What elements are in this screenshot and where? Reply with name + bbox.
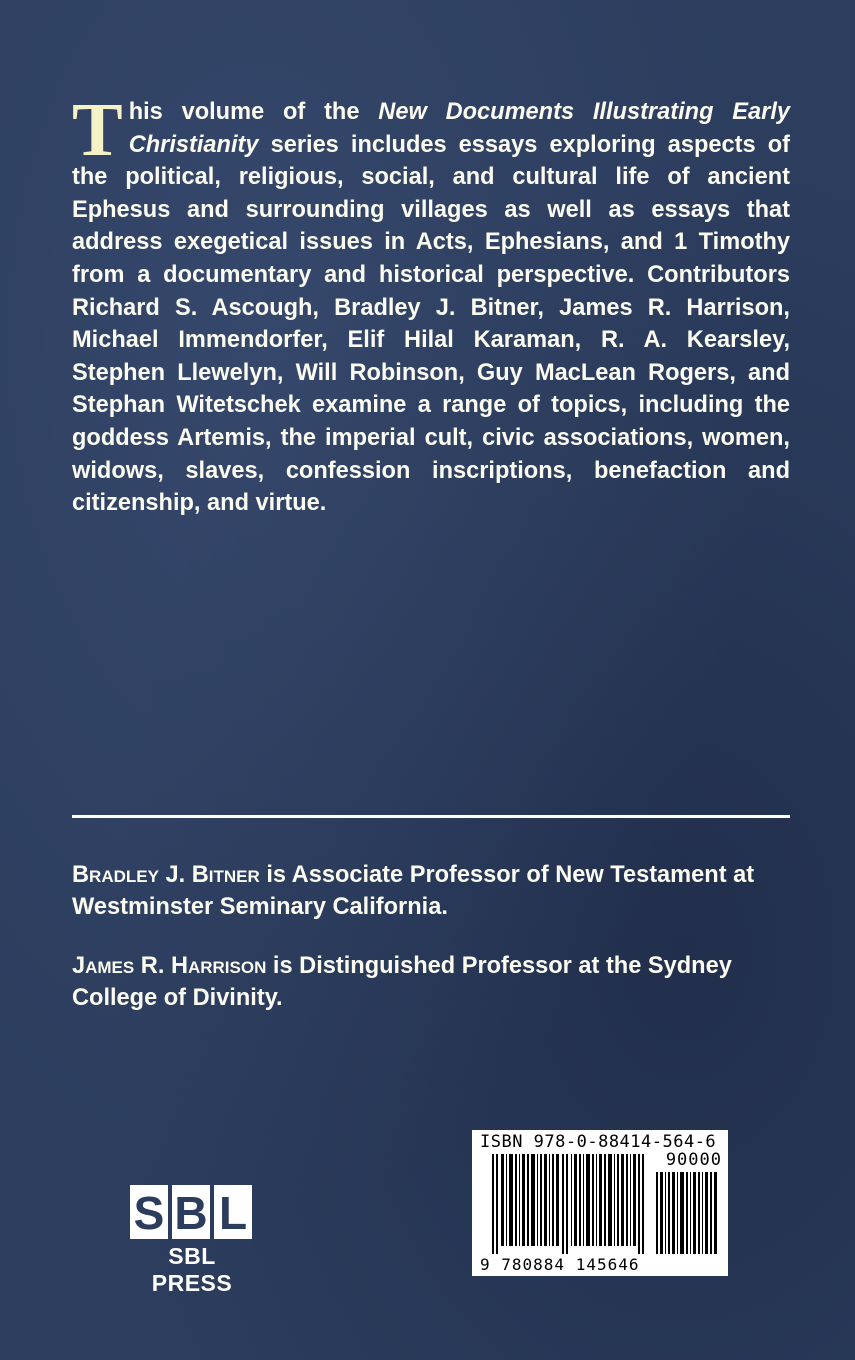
- editor-bio-harrison: [72, 950, 790, 1014]
- logo-letter: B: [172, 1185, 210, 1239]
- logo-letter: S: [130, 1185, 168, 1239]
- editor-name: James R. Harrison: [72, 953, 267, 979]
- series-title: New Documents Illustrating Early Christianity: [128, 99, 790, 158]
- editor-name: Bradley J. Bitner: [72, 862, 260, 888]
- editor-bio-text: is Distinguished Professor at the Sydney College of Divinity.: [72, 953, 732, 1011]
- description-blurb: [72, 88, 790, 520]
- editor-bio-bitner: [72, 859, 790, 923]
- isbn-label: ISBN 978-0-88414-564-6: [480, 1132, 717, 1152]
- barcode-bars-addon: [656, 1172, 720, 1254]
- sbl-press-logo: [130, 1185, 256, 1297]
- editor-bio-text: is Associate Professor of New Testament at Westminster Seminary California.: [72, 862, 755, 920]
- logo-letter: L: [214, 1185, 252, 1239]
- blurb-lead: his volume of the: [128, 99, 379, 125]
- blurb-text: series includes essays exploring aspects of the political, religious, social, and cultural life of ancient Ephesus and surrounding villages as well as essays that address exegetical issues in Acts, Ephesians, and 1 Timothy from a documentary and historical perspective. Contributors Richard S. Ascough, Bradley J. Bitner, James R. Harrison, Michael Immendorfer, Elif Hilal Karaman, R. A. Kearsley, Stephen Llewelyn, Will Robinson, Guy MacLean Rogers, and Stephan Witetschek examine a range of topics, including the goddess Artemis, the imperial cult, civic associations, women, widows, slaves, confession inscriptions, benefaction and citizenship, and virtue.: [72, 131, 790, 517]
- isbn-barcode: [472, 1130, 728, 1276]
- ean-digits: 9 780884 145646: [480, 1255, 640, 1274]
- price-code: 90000: [665, 1150, 722, 1170]
- barcode-bars-main: [492, 1154, 652, 1254]
- divider-rule: [72, 815, 790, 818]
- press-name: SBL PRESS: [151, 1243, 233, 1296]
- drop-cap: T: [72, 88, 123, 172]
